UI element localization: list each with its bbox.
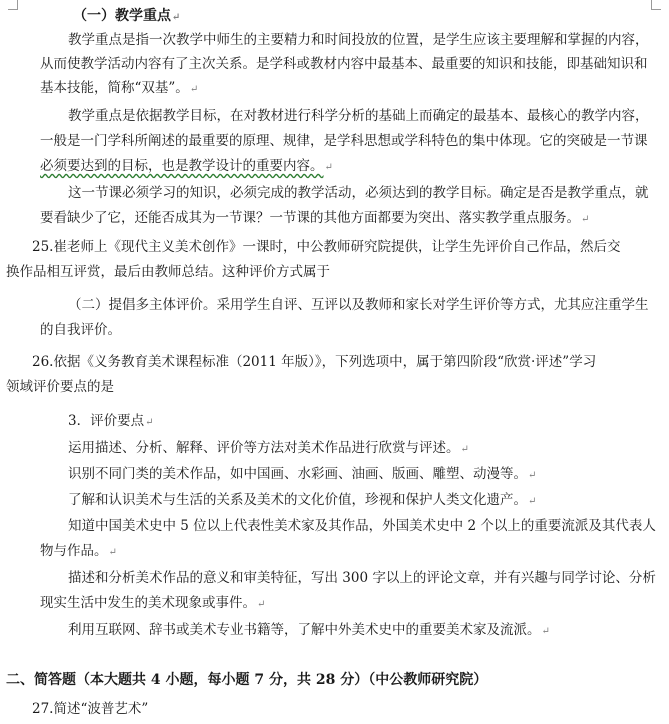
paragraph-line: 教学重点是依据教学目标，在对教材进行科学分析的基础上而确定的最基本、最核心的教学内容， — [68, 108, 649, 124]
evaluation-point: 描述和分析美术作品的意义和审美特征，写出 300 字以上的评论文章，并有兴趣与同学讨论、分析 — [68, 570, 656, 586]
page-corner-marker-left — [8, 0, 18, 10]
paragraph-line: 这一节课必须学习的知识，必须完成的教学活动，必须达到的教学目标。确定是否是教学重点，就 — [68, 185, 649, 201]
question-25-line: 25.崔老师上《现代主义美术创作》一课时，中公教师研究院提供，让学生先评价自己作品，然后交 — [32, 239, 621, 255]
evaluation-point: 识别不同门类的美术作品，如中国画、水彩画、油画、版画、雕塑、动漫等。↵ — [68, 466, 537, 482]
evaluation-point: 物与作品。↵ — [40, 543, 117, 559]
section-heading-short-answer: 二、简答题（本大题共 4 小题，每小题 7 分，共 28 分）（中公教师研究院） — [6, 672, 488, 688]
evaluation-point: 现实生活中发生的美术现象或事件。↵ — [40, 595, 266, 611]
paragraph-line: 教学重点是指一次教学中师生的主要精力和时间投放的位置，是学生应该主要理解和掌握的内容， — [68, 32, 649, 48]
evaluation-points-heading: 3．评价要点↵ — [68, 413, 154, 429]
paragraph-line: 要看缺少了它，还能否成其为一节课？一节课的其他方面都要为突出、落实教学重点服务。↵ — [40, 210, 590, 226]
evaluation-point: 运用描述、分析、解释、评价等方法对美术作品进行欣赏与评述。↵ — [68, 440, 469, 456]
section-heading-teaching-focus: （一）教学重点↵ — [73, 8, 181, 24]
evaluation-point: 了解和认识美术与生活的关系及美术的文化价值，珍视和保护人类文化遗产。↵ — [68, 492, 537, 508]
paragraph-line: 一般是一门学科所阐述的最重要的原理、规律，是学科思想或学科特色的集中体现。它的突破是一节课 — [40, 133, 648, 149]
evaluation-point: 知道中国美术史中 5 位以上代表性美术家及其作品，外国美术史中 2 个以上的重要流派及其代表人 — [68, 518, 656, 534]
question-27-line: 27.简述“波普艺术” — [32, 701, 149, 717]
question-26-line: 26.依据《义务教育美术课程标准（2011 年版）》，下列选项中，属于第四阶段“欣赏·评述”学习 — [32, 354, 597, 370]
paragraph-line: 从而使教学活动内容有了主次关系。是学科或教材内容中最基本、最重要的知识和技能，即基础知识和 — [40, 56, 648, 72]
answer-25-line: （二）提倡多主体评价。采用学生自评、互评以及教师和家长对学生评价等方式，尤其应注重学生 — [68, 297, 649, 313]
question-26-line: 领域评价要点的是 — [6, 379, 114, 395]
question-25-line: 换作品相互评赏，最后由教师总结。这种评价方式属于 — [6, 264, 330, 280]
paragraph-line: 基本技能，简称“双基”。↵ — [40, 80, 199, 96]
evaluation-point: 利用互联网、辞书或美术专业书籍等，了解中外美术史中的重要美术家及流派。↵ — [68, 622, 550, 638]
paragraph-line: 必须要达到的目标，也是教学设计的重要内容。↵ — [40, 158, 333, 174]
answer-25-line: 的自我评价。 — [40, 322, 121, 338]
